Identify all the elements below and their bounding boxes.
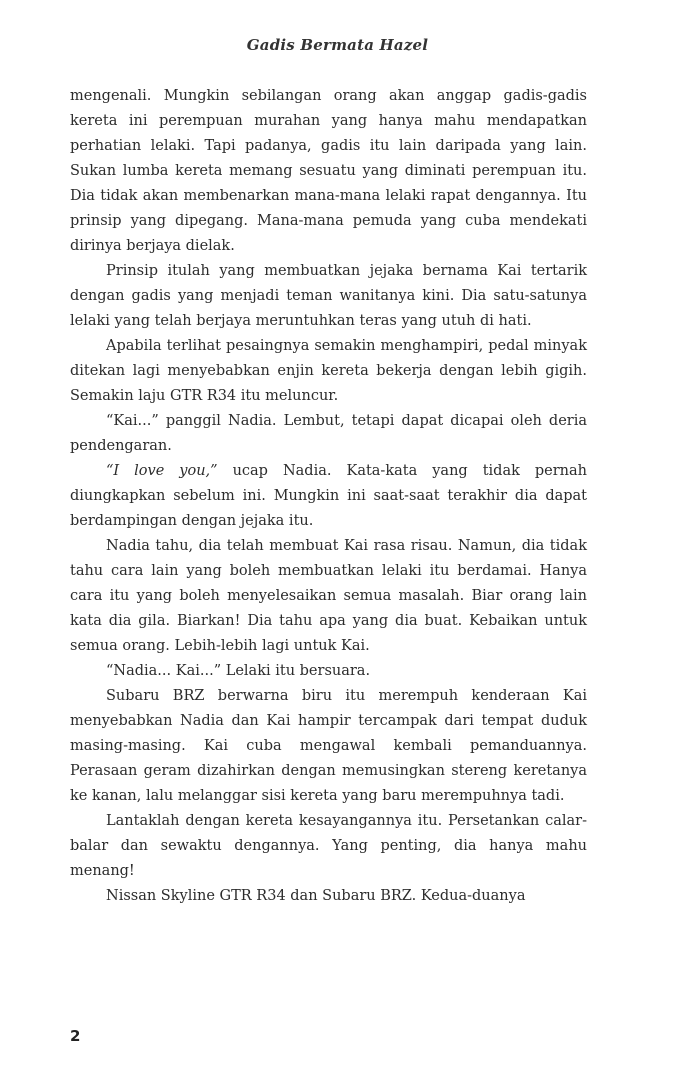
page-number: 2 bbox=[70, 1027, 81, 1045]
paragraph: “Nadia... Kai...” Lelaki itu bersuara. bbox=[106, 663, 371, 679]
body-text bbox=[70, 84, 587, 909]
paragraph: Prinsip itulah yang membuatkan jejaka bernama Kai tertarik dengan gadis yang menjadi teman wanitanya kini. Dia satu-satunya lelaki yang telah berjaya meruntuhkan teras yang utuh di hati. bbox=[70, 263, 587, 329]
paragraph: Apabila terlihat pesaingnya semakin menghampiri, pedal minyak ditekan lagi menyebabkan enjin kereta bekerja dengan lebih gigih. Semakin laju GTR R34 itu meluncur. bbox=[70, 338, 587, 404]
paragraph: Lantaklah dengan kereta kesayangannya itu. Persetankan calar-balar dan sewaktu dengannya. Yang penting, dia hanya mahu menang! bbox=[70, 813, 587, 879]
paragraph: Nissan Skyline GTR R34 dan Subaru BRZ. Kedua-duanya bbox=[106, 888, 526, 904]
paragraph bbox=[70, 459, 587, 534]
paragraph: Subaru BRZ berwarna biru itu merempuh kenderaan Kai menyebabkan Nadia dan Kai hampir tercampak dari tempat duduk masing-masing. Kai cuba mengawal kembali pemanduannya. Perasaan geram dizahirkan dengan memusingkan stereng keretanya ke kanan, lalu melanggar sisi kereta yang baru merempuhnya tadi. bbox=[70, 688, 587, 804]
running-header-title: Gadis Bermata Hazel bbox=[246, 36, 429, 54]
italic-quote: “I love you,” bbox=[106, 463, 218, 479]
paragraph: “Kai...” panggil Nadia. Lembut, tetapi dapat dicapai oleh deria pendengaran. bbox=[70, 413, 587, 454]
paragraph: Nadia tahu, dia telah membuat Kai rasa risau. Namun, dia tidak tahu cara lain yang boleh membuatkan lelaki itu berdamai. Hanya cara itu yang boleh menyelesaikan semua masalah. Biar orang lain kata dia gila. Biarkan! Dia tahu apa yang dia buat. Kebaikan untuk semua orang. Lebih-lebih lagi untuk Kai. bbox=[70, 538, 587, 654]
paragraph: mengenali. Mungkin sebilangan orang akan anggap gadis-gadis kereta ini perempuan murahan yang hanya mahu mendapatkan perhatian lelaki. Tapi padanya, gadis itu lain daripada yang lain. Sukan lumba kereta memang sesuatu yang diminati perempuan itu. Dia tidak akan membenarkan mana-mana lelaki rapat dengannya. Itu prinsip yang dipegang. Mana-mana pemuda yang cuba mendekati dirinya berjaya dielak. bbox=[70, 88, 587, 254]
paragraph-text: ucap Nadia. Kata-kata yang tidak pernah diungkapkan sebelum ini. Mungkin ini saat-saat terakhir dia dapat berdampingan dengan jejaka itu. bbox=[70, 463, 587, 529]
